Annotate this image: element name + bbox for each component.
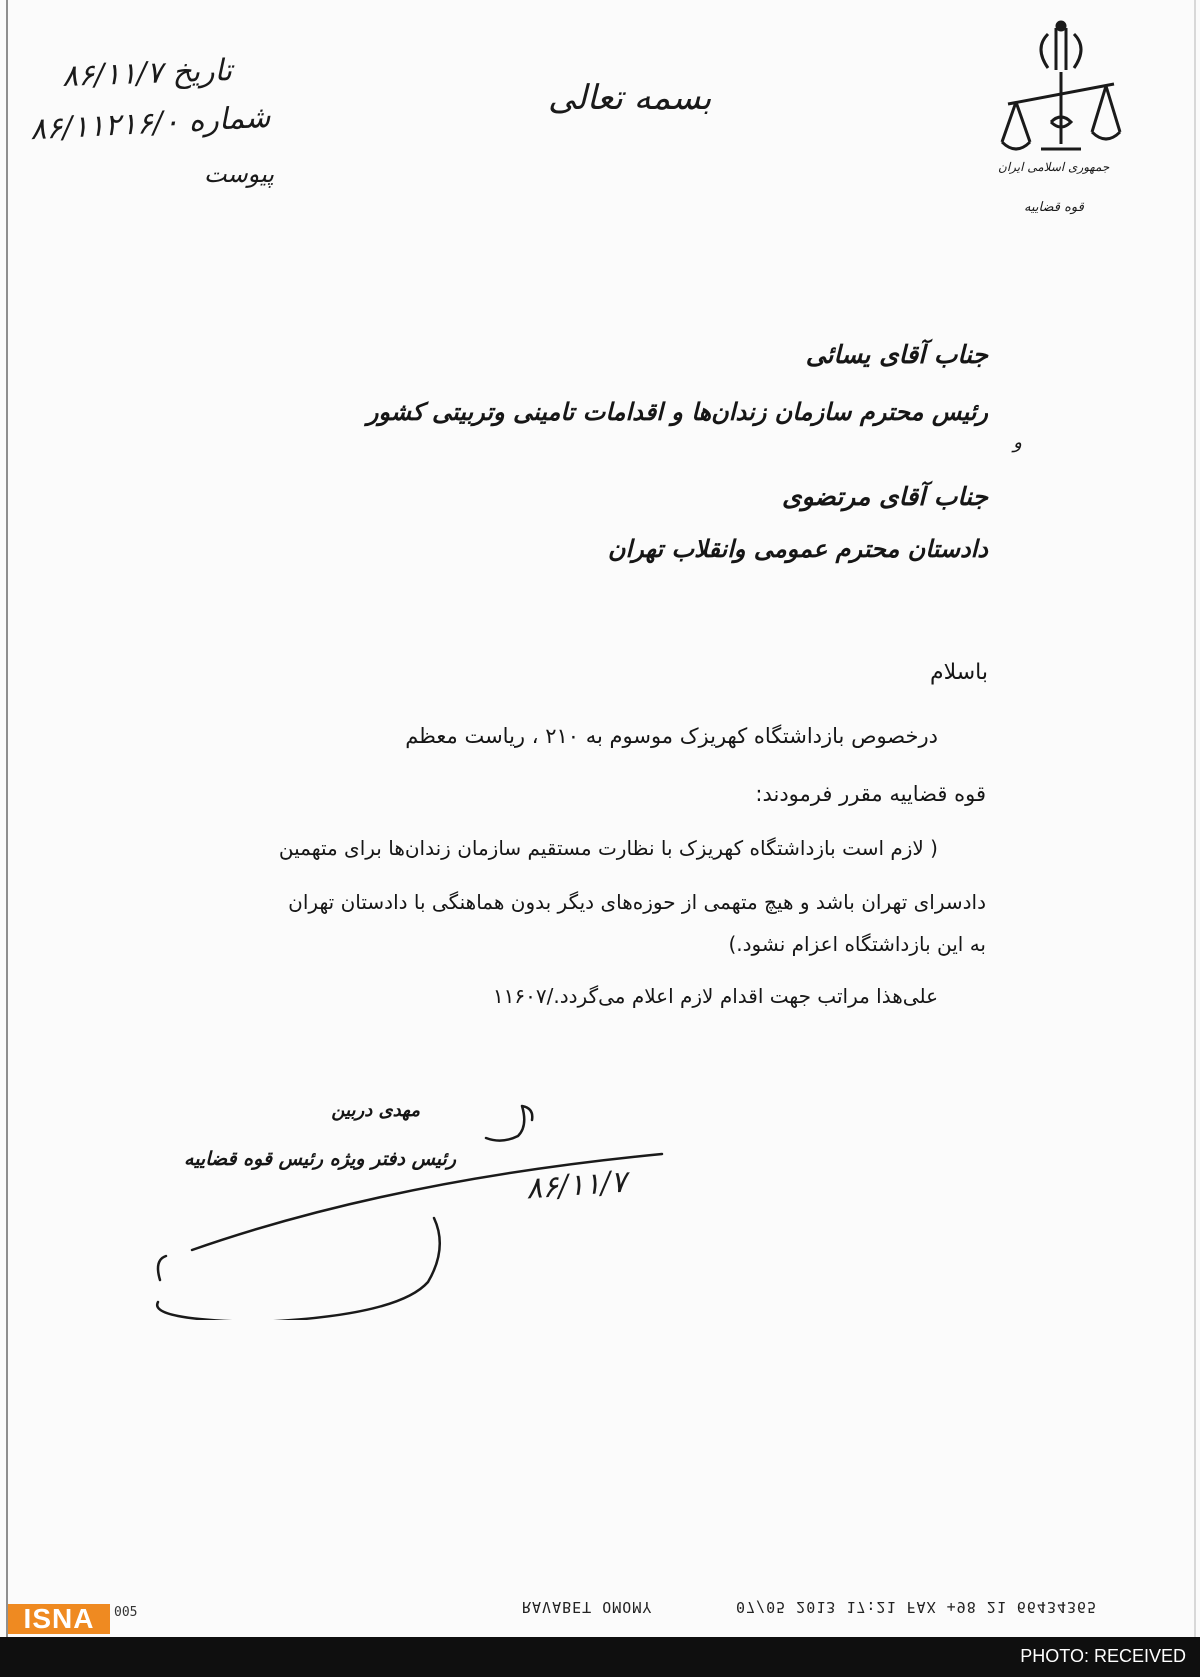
fax-page-badge: 005 xyxy=(114,1605,138,1620)
fax-sender: RAVABET OMOMY xyxy=(522,1598,653,1616)
page-right-edge xyxy=(1194,0,1196,1677)
recipient-2-salutation: جناب آقای مرتضوی xyxy=(782,482,988,511)
page-left-edge xyxy=(6,0,8,1677)
body-line-3: ( لازم است بازداشتگاه کهریزک با نظارت مستقیم سازمان زندان‌ها برای متهمین xyxy=(278,836,938,860)
emblem-caption-line1: جمهوری اسلامی ایران xyxy=(998,160,1110,174)
fax-timestamp: 07/05 2013 17:21 FAX +98 21 66434365 xyxy=(736,1598,1098,1616)
recipient-1-title: رئیس محترم سازمان زندان‌ها و اقدامات تامینی وتربیتی کشور xyxy=(366,398,988,426)
handwritten-attachment: پیوست xyxy=(204,160,274,188)
recipient-2-title: دادستان محترم عمومی وانقلاب تهران xyxy=(607,535,988,563)
body-line-2: قوه قضاییه مقرر فرمودند: xyxy=(755,782,986,806)
footer-bar xyxy=(0,1637,1200,1677)
handwritten-date: تاریخ ۸۶/۱۱/۷ xyxy=(61,53,233,94)
signature-handwritten-date: ۸۶/۱۱/۷ xyxy=(524,1164,628,1207)
body-line-4: دادسرای تهران باشد و هیچ متهمی از حوزه‌های دیگر بدون هماهنگی با دادستان تهران xyxy=(288,890,986,914)
recipient-connector: و xyxy=(1013,432,1022,453)
recipient-1-salutation: جناب آقای یسائی xyxy=(805,340,988,369)
greeting: باسلام xyxy=(929,660,988,685)
signer-title: رئیس دفتر ویژه رئیس قوه قضاییه xyxy=(184,1148,456,1170)
handwritten-number: شماره ۸۶/۱۱۲۱۶/۰ xyxy=(29,99,272,148)
handwritten-signature xyxy=(150,1100,690,1320)
judiciary-emblem-icon xyxy=(996,14,1126,164)
isna-logo: ISNA xyxy=(8,1604,110,1634)
bismillah: بسمه تعالی xyxy=(548,78,712,118)
closing-line: علی‌هذا مراتب جهت اقدام لازم اعلام می‌گردد./۱۱۶۰۷ xyxy=(492,984,938,1008)
signer-name: مهدی دربین xyxy=(331,1100,420,1121)
body-line-1: درخصوص بازداشتگاه کهریزک موسوم به ۲۱۰ ، ریاست معظم xyxy=(405,724,938,748)
emblem-caption-line2: قوه قضاییه xyxy=(1024,200,1084,215)
body-line-5: به این بازداشتگاه اعزام نشود.) xyxy=(728,932,986,956)
photo-credit: PHOTO: RECEIVED xyxy=(1020,1646,1186,1666)
